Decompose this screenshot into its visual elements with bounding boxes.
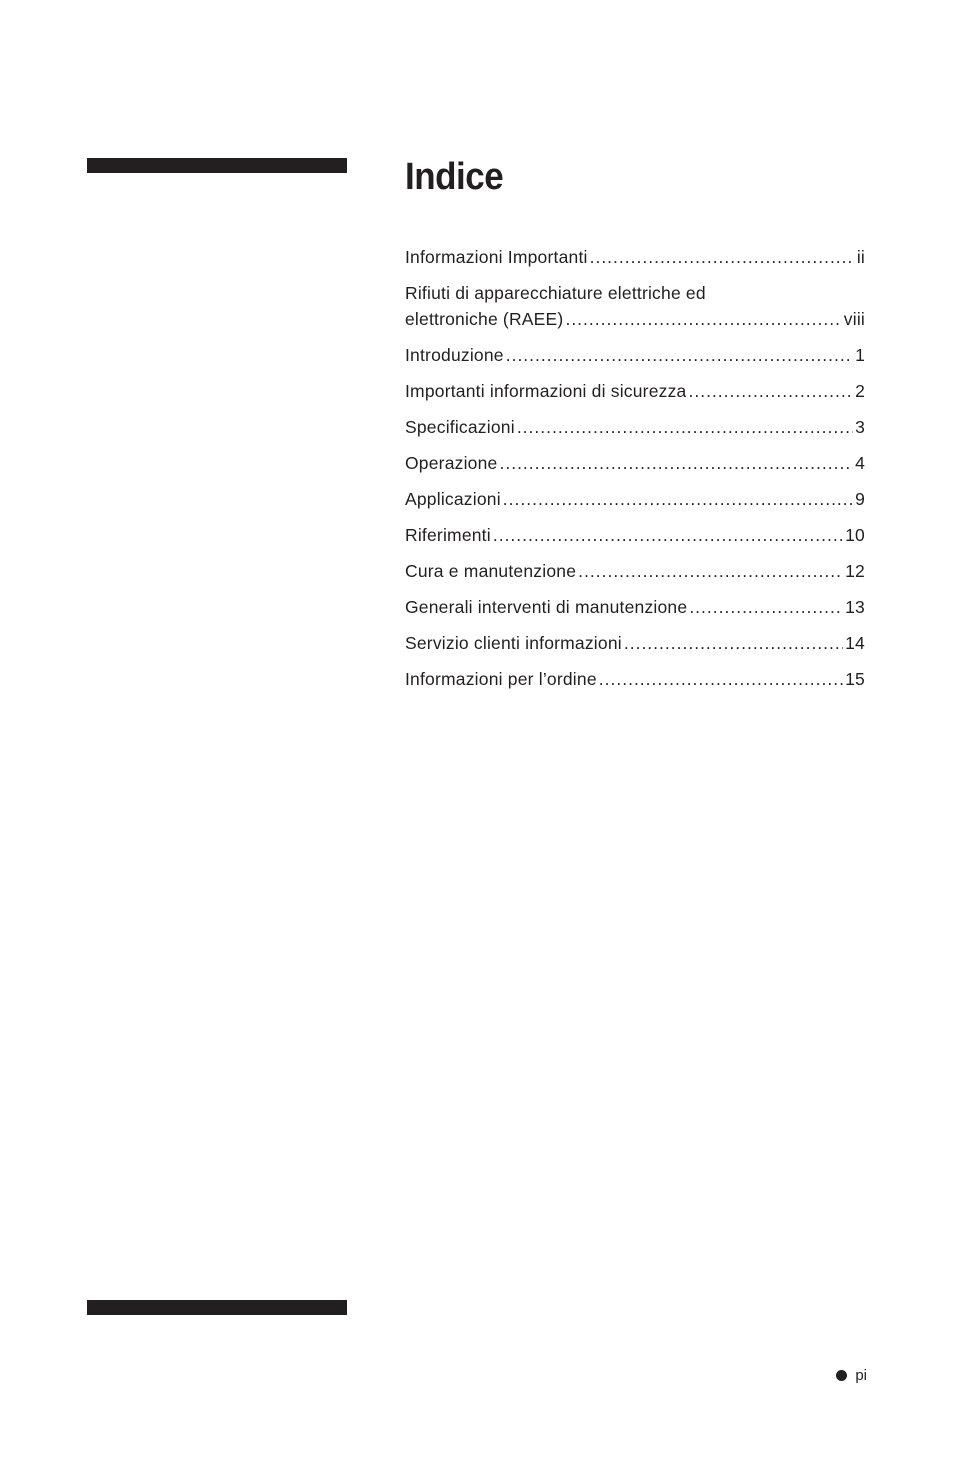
bullet-icon	[836, 1370, 847, 1381]
toc-entry-page: viii	[843, 309, 865, 329]
toc-entry-label: Introduzione	[405, 345, 504, 365]
toc-entry-page: 9	[855, 489, 865, 509]
toc-entry-page: 12	[845, 561, 865, 581]
toc-dot-leader	[506, 342, 853, 368]
page-number: pi	[855, 1367, 867, 1384]
toc-entry[interactable]	[405, 630, 865, 656]
toc-entry[interactable]	[405, 666, 865, 692]
toc-entry-label-line1: Rifiuti di apparecchiature elettriche ed	[405, 283, 706, 303]
toc-entry-page: 2	[855, 381, 865, 401]
toc-dot-leader	[578, 558, 843, 584]
toc-entry-page: 4	[855, 453, 865, 473]
toc-dot-leader	[517, 414, 853, 440]
toc-dot-leader	[565, 306, 841, 332]
top-decorative-bar	[87, 158, 347, 173]
toc-entry[interactable]	[405, 558, 865, 584]
toc-entry-page: 15	[845, 669, 865, 689]
toc-entry[interactable]	[405, 414, 865, 440]
toc-entry-page: 10	[845, 525, 865, 545]
toc-entry-label: Specificazioni	[405, 417, 515, 437]
toc-entry-label: Informazioni Importanti	[405, 247, 588, 267]
toc-entry-label: Importanti informazioni di sicurezza	[405, 381, 687, 401]
page-title: Indice	[405, 156, 504, 198]
toc-entry[interactable]	[405, 450, 865, 476]
toc-entry-page: 3	[855, 417, 865, 437]
toc-entry[interactable]	[405, 522, 865, 548]
toc-entry[interactable]	[405, 594, 865, 620]
toc-entry-page: 1	[855, 345, 865, 365]
toc-entry-page: 14	[845, 633, 865, 653]
toc-dot-leader	[590, 244, 855, 270]
toc-entry-label: Generali interventi di manutenzione	[405, 597, 688, 617]
toc-dot-leader	[599, 666, 843, 692]
page-footer	[836, 1367, 867, 1384]
toc-entry[interactable]	[405, 244, 865, 270]
toc-entry-page: 13	[845, 597, 865, 617]
bottom-decorative-bar	[87, 1300, 347, 1315]
toc-entry-label: Applicazioni	[405, 489, 501, 509]
toc-entry[interactable]	[405, 280, 865, 332]
toc-entry-label: Riferimenti	[405, 525, 491, 545]
toc-dot-leader	[688, 378, 853, 404]
toc-entry-label: elettroniche (RAEE)	[405, 309, 564, 329]
toc-dot-leader	[499, 450, 853, 476]
toc-dot-leader	[503, 486, 853, 512]
toc-entry-label: Cura e manutenzione	[405, 561, 577, 581]
toc-entry[interactable]	[405, 378, 865, 404]
toc-dot-leader	[624, 630, 843, 656]
toc-entry-label: Informazioni per l’ordine	[405, 669, 597, 689]
toc-entry-label: Operazione	[405, 453, 498, 473]
toc-entry-page: ii	[856, 247, 865, 267]
table-of-contents	[405, 244, 865, 702]
toc-dot-leader	[689, 594, 843, 620]
toc-entry-label: Servizio clienti informazioni	[405, 633, 622, 653]
toc-entry[interactable]	[405, 486, 865, 512]
toc-entry[interactable]	[405, 342, 865, 368]
toc-dot-leader	[493, 522, 843, 548]
